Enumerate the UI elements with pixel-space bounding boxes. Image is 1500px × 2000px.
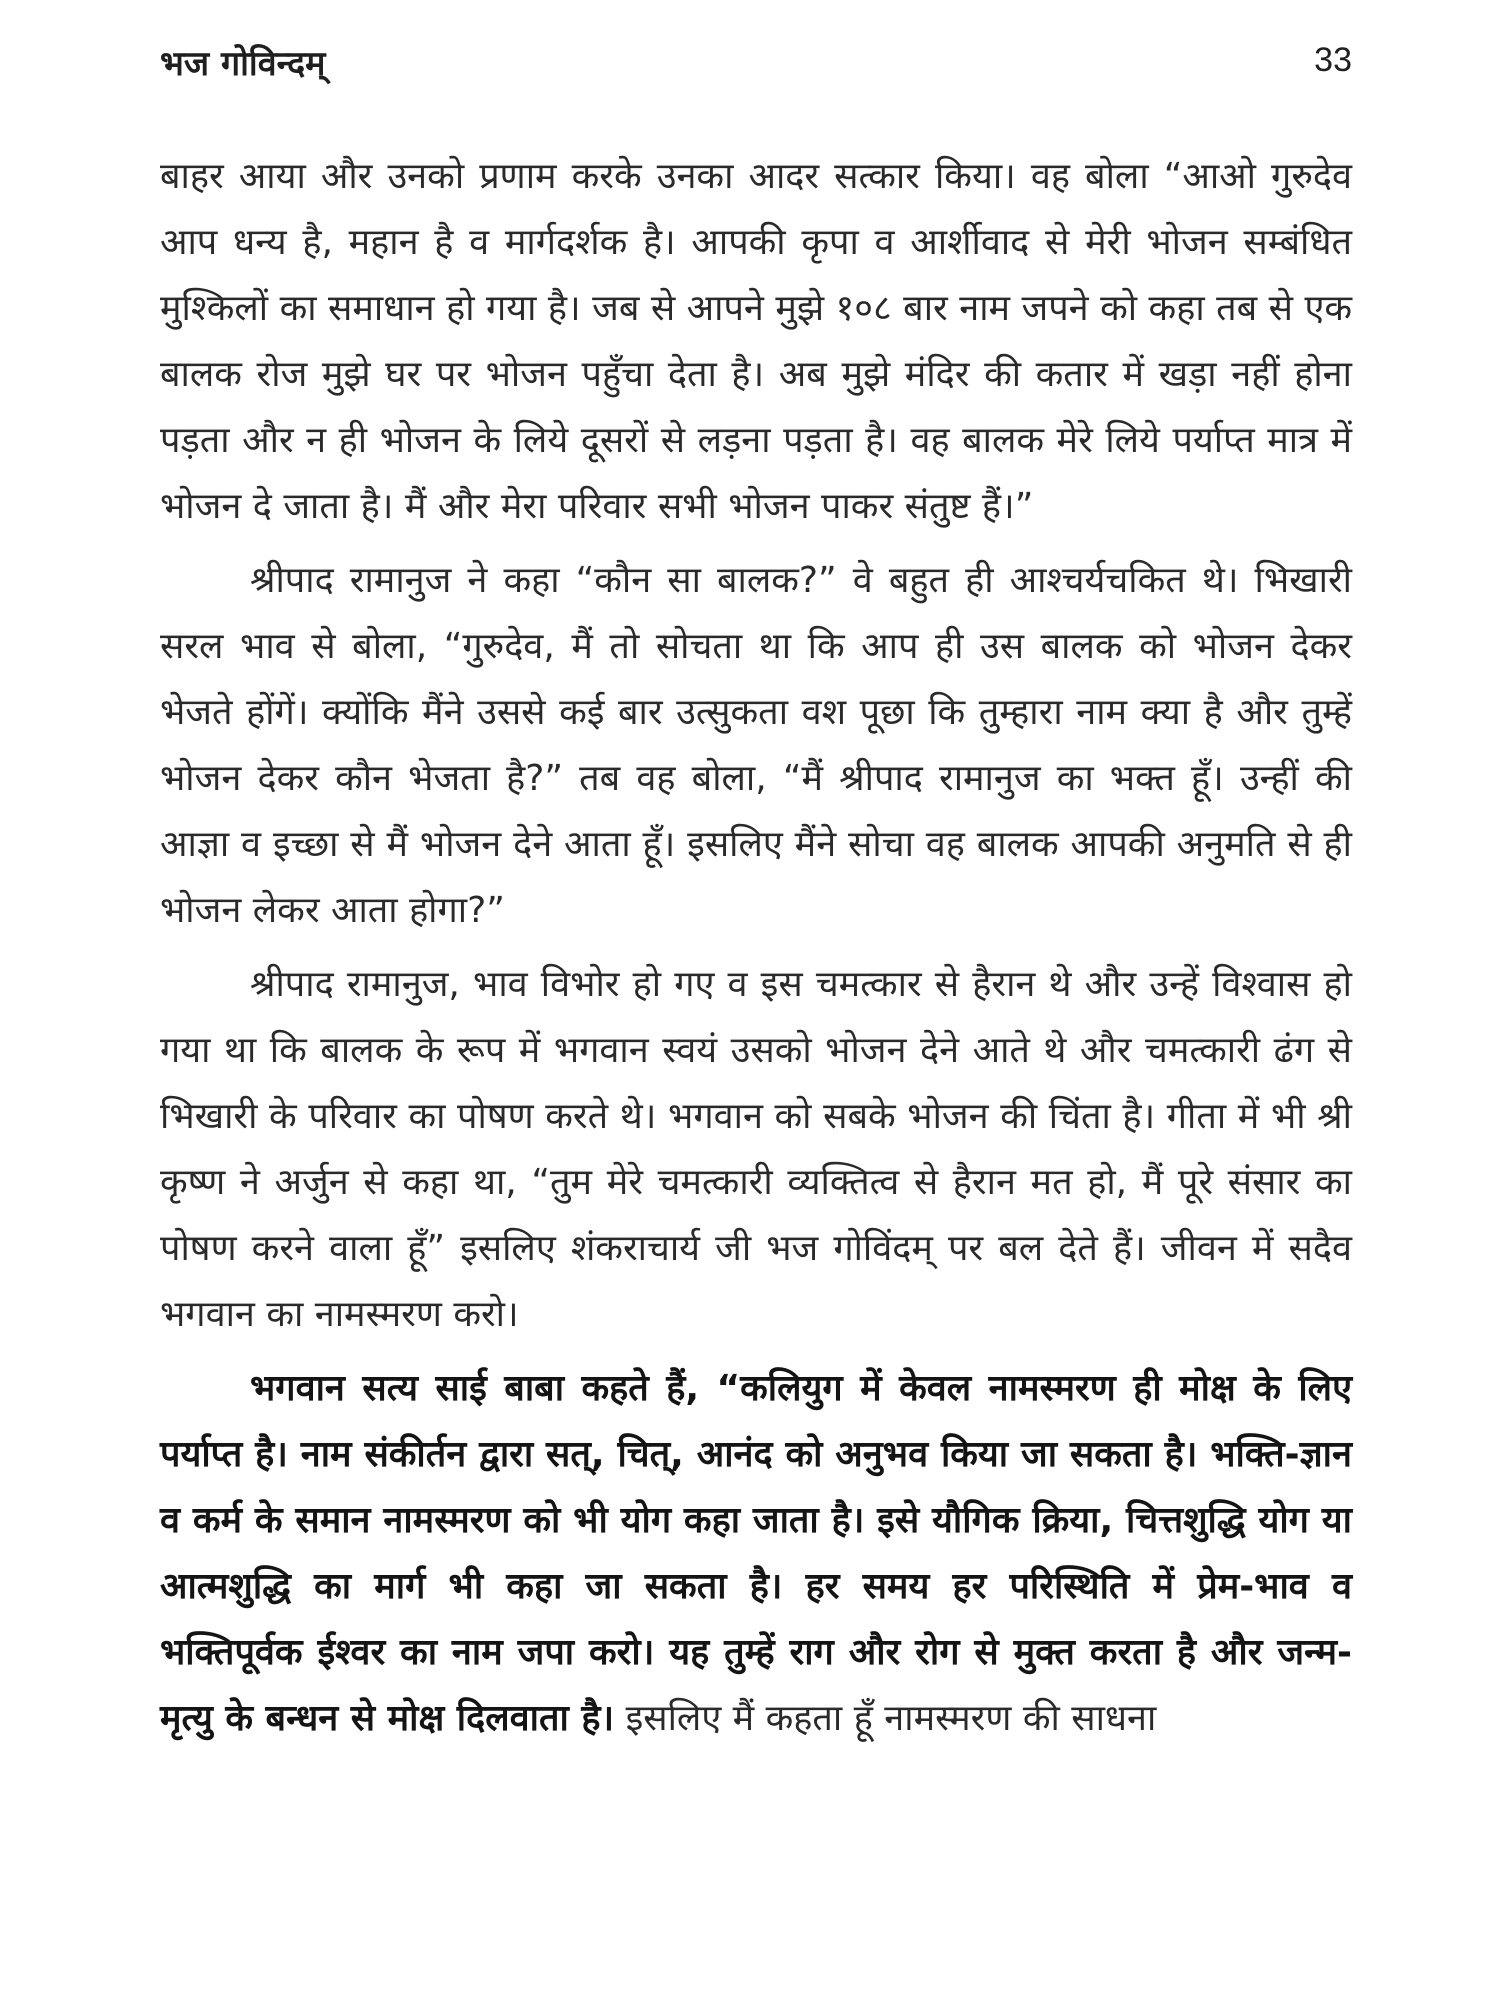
paragraph-3: श्रीपाद रामानुज, भाव विभोर हो गए व इस चमत्कार से हैरान थे और उन्हें विश्वास हो गया था कि बालक के रूप में भगवान स्वयं उसको भोजन देने आते थे और चमत्कारी ढंग से भिखारी के परिवार का पोषण करते थे। भगवान को सबके भोजन की चिंता है। गीता में भी श्री कृष्ण ने अर्जुन से कहा था, “तुम मेरे चमत्कारी व्यक्तित्व से हैरान मत हो, मैं पूरे संसार का पोषण करने वाला हूँ” इसलिए शंकराचार्य जी भज गोविंदम् पर बल देते हैं। जीवन में सदैव भगवान का नामस्मरण करो। [160, 964, 1352, 1335]
page-number: 33 [1314, 41, 1352, 79]
paragraph-4 [160, 1356, 1352, 1752]
sai-baba-quote: भगवान सत्य साई बाबा कहते हैं, “कलियुग में केवल नामस्मरण ही मोक्ष के लिए पर्याप्त है। नाम संकीर्तन द्वारा सत्, चित्, आनंद को अनुभव किया जा सकता है। भक्ति-ज्ञान व कर्म के समान नामस्मरण को भी योग कहा जाता है। इसे यौगिक क्रिया, चित्तशुद्धि योग या आत्मशुद्धि का मार्ग भी कहा जा सकता है। हर समय हर परिस्थिति में प्रेम-भाव व भक्तिपूर्वक ईश्वर का नाम जपा करो। यह तुम्हें राग और रोग से मुक्त करता है और जन्म-मृत्यु के बन्धन से मोक्ष दिलवाता है। [160, 1368, 1352, 1739]
running-head-title: भज गोविन्दम् [160, 44, 326, 84]
paragraph-2: श्रीपाद रामानुज ने कहा “कौन सा बालक?” वे बहुत ही आश्चर्यचकित थे। भिखारी सरल भाव से बोला, “गुरुदेव, मैं तो सोचता था कि आप ही उस बालक को भोजन देकर भेजते होंगें। क्योंकि मैंने उससे कई बार उत्सुकता वश पूछा कि तुम्हारा नाम क्या है और तुम्हें भोजन देकर कौन भेजता है?” तब वह बोला, “मैं श्रीपाद रामानुज का भक्त हूँ। उन्हीं की आज्ञा व इच्छा से मैं भोजन देने आता हूँ। इसलिए मैंने सोचा वह बालक आपकी अनुमति से ही भोजन लेकर आता होगा?” [160, 560, 1352, 931]
paragraph-4-continuation: इसलिए मैं कहता हूँ नामस्मरण की साधना [614, 1698, 1157, 1739]
body-text [160, 144, 1352, 1760]
paragraph-1: बाहर आया और उनको प्रणाम करके उनका आदर सत्कार किया। वह बोला “आओ गुरुदेव आप धन्य है, महान है व मार्गदर्शक है। आपकी कृपा व आर्शीवाद से मेरी भोजन सम्बंधित मुश्किलों का समाधान हो गया है। जब से आपने मुझे १०८ बार नाम जपने को कहा तब से एक बालक रोज मुझे घर पर भोजन पहुँचा देता है। अब मुझे मंदिर की कतार में खड़ा नहीं होना पड़ता और न ही भोजन के लिये दूसरों से लड़ना पड़ता है। वह बालक मेरे लिये पर्याप्त मात्र में भोजन दे जाता है। मैं और मेरा परिवार सभी भोजन पाकर संतुष्ट हैं।” [160, 156, 1352, 527]
